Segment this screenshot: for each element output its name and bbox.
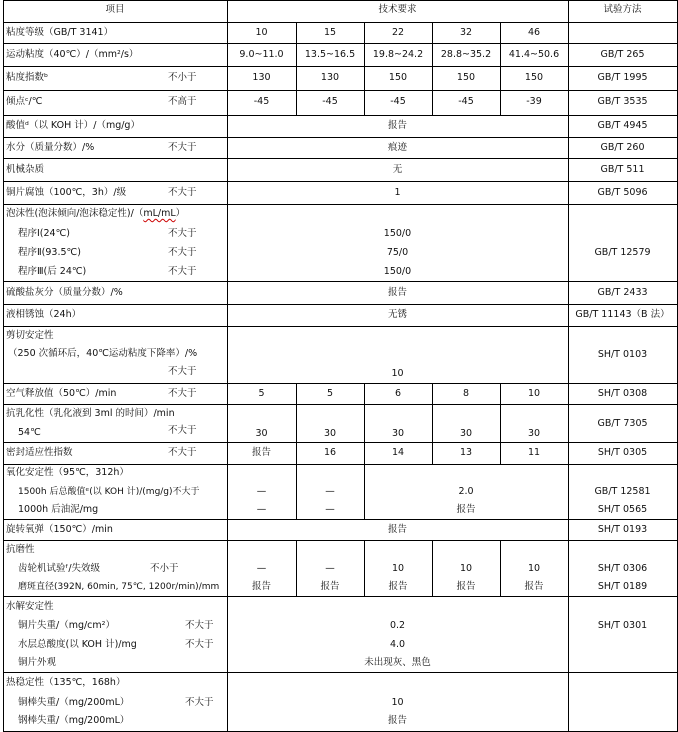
demuls-value: 30 [323,428,337,439]
hydro-copper-value: 0.2 [389,620,406,631]
wear-gear-label: 齿轮机试验ᶠ/失效级 [18,563,101,574]
seal-value: 13 [459,447,473,458]
oxid-dash: — [325,486,335,497]
wear-gear-value: 10 [527,563,541,574]
vi-label: 粘度指数ᵇ [6,72,49,83]
pour-label: 倾点ᶜ/℃ [6,96,43,107]
foam-seq2-value: 75/0 [386,247,409,258]
pour-value: -45 [458,96,474,107]
vi-value: 150 [456,72,476,83]
acid-method: GB/T 4945 [597,120,648,131]
foam-seq3-cond: 不大于 [168,266,197,277]
hydro-method: SH/T 0301 [597,620,648,631]
pour-value: -45 [322,96,338,107]
wear-gear-value: — [325,563,335,574]
vi-value: 150 [388,72,408,83]
demuls-value: 30 [255,428,268,439]
rbot-value: 报告 [387,524,407,535]
wear-scar-value: 报告 [524,581,544,592]
wear-label: 抗磨性 [6,544,35,555]
kinvisc-value: 9.0~11.0 [239,49,284,60]
header-tech: 技术要求 [378,4,417,15]
demuls-temp: 54℃ [18,427,41,438]
seal-value: 报告 [251,447,271,458]
hydro-appearance-label: 铜片外观 [18,657,57,668]
water-method: GB/T 260 [600,142,645,153]
grade-value: 46 [527,27,541,38]
foam-label: 泡沫性(泡沫倾向/泡沫稳定性)/（mL/mL） [6,208,186,219]
kinvisc-method: GB/T 265 [600,49,645,60]
air-value: 6 [394,388,402,399]
kinvisc-value: 19.8~24.2 [372,49,424,60]
mech-method: GB/T 511 [600,164,645,175]
hydro-acid-cond: 不大于 [185,639,214,650]
wear-gear-value: — [256,563,267,574]
rust-label: 液相锈蚀（24h） [6,309,82,320]
mech-value: 无 [392,164,403,175]
thermal-copper-value: 10 [391,697,404,708]
vi-value: 130 [252,72,271,83]
oxid-sludge-label: 1000h 后油泥/mg [18,504,99,515]
foam-method: GB/T 12579 [594,247,651,258]
water-label: 水分（质量分数）/% [6,142,95,153]
air-label: 空气释放值（50℃）/min [6,388,117,399]
rbot-label: 旋转氧弹（150℃）/min [6,524,113,535]
oxid-dash: — [256,486,267,497]
wear-method2: SH/T 0189 [597,581,648,592]
oxid-method2: SH/T 0565 [597,504,648,515]
copper-cond: 不大于 [168,187,197,198]
hydro-appearance-value: 未出现灰、黑色 [364,657,431,668]
kinvisc-value: 13.5~16.5 [304,49,356,60]
thermal-copper-cond: 不大于 [185,697,214,708]
demuls-method: GB/T 7305 [597,418,648,429]
wear-gear-value: 10 [459,563,473,574]
hydro-acid-value: 4.0 [389,639,406,650]
wear-gear-cond: 不小于 [150,563,179,574]
vi-method: GB/T 1995 [597,72,648,83]
foam-seq1-cond: 不大于 [168,228,197,239]
grade-value: 32 [459,27,473,38]
demuls-cond: 不大于 [168,425,197,436]
ash-value: 报告 [387,287,407,298]
air-value: 5 [258,388,265,399]
pour-value: -45 [253,96,270,107]
grade-value: 15 [323,27,337,38]
thermal-steel-label: 钢棒失重/（mg/200mL） [18,715,130,726]
foam-seq3-label: 程序Ⅲ(后 24℃) [18,266,87,277]
pour-cond: 不高于 [168,96,197,107]
oxid-tan-value: 2.0 [458,486,474,497]
thermal-copper-label: 铜棒失重/（mg/200mL） [18,697,130,708]
oxid-label: 氧化安定性（95℃，312h） [6,467,129,478]
rust-method: GB/T 11143（B 法） [575,309,670,320]
wear-gear-value: 10 [391,563,405,574]
foam-seq2-label: 程序Ⅱ(93.5℃) [18,247,81,258]
rust-value: 无锈 [387,309,407,320]
air-method: SH/T 0308 [597,388,648,399]
wear-scar-value: 报告 [251,581,271,592]
oxid-method1: GB/T 12581 [594,486,651,497]
shear-label: 剪切安定性 [6,330,54,341]
pour-value: -39 [526,96,542,107]
grade-label: 粘度等级（GB/T 3141） [6,27,114,38]
foam-seq2-cond: 不大于 [168,247,197,258]
mech-label: 机械杂质 [6,164,45,175]
air-value: 10 [527,388,541,399]
oxid-dash: — [256,504,267,515]
water-value: 痕迹 [387,142,407,153]
seal-value: 11 [527,447,541,458]
foam-seq3-value: 150/0 [383,266,412,277]
air-value: 5 [326,388,334,399]
pour-method: GB/T 3535 [597,96,648,107]
water-cond: 不大于 [168,142,197,153]
hydro-acid-label: 水层总酸度(以 KOH 计)/mg [18,639,137,650]
foam-seq1-label: 程序Ⅰ(24℃) [18,228,70,239]
wear-scar-label: 磨斑直径(392N, 60min, 75℃, 1200r/min)/mm [18,582,220,592]
thermal-steel-value: 报告 [387,715,407,726]
shear-cond: 不大于 [168,366,197,377]
hydro-label: 水解安定性 [6,601,54,612]
hydro-copper-cond: 不大于 [185,620,214,631]
vi-cond: 不小于 [168,72,197,83]
thermal-label: 热稳定性（135℃，168h） [6,677,126,688]
shear-method: SH/T 0103 [597,349,648,360]
copper-value: 1 [394,187,401,198]
demuls-value: 30 [391,428,405,439]
kinvisc-label: 运动粘度（40℃）/（mm²/s） [6,49,139,60]
seal-method: SH/T 0305 [597,447,648,458]
foam-seq1-value: 150/0 [383,228,412,239]
shear-sublabel: （250 次循环后，40℃运动粘度下降率）/% [8,348,198,359]
acid-value: 报告 [387,120,407,131]
demuls-value: 30 [459,428,473,439]
air-cond: 不大于 [168,388,197,399]
pour-value: -45 [390,96,406,107]
ash-label: 硫酸盐灰分（质量分数）/% [6,287,123,298]
oxid-dash: — [325,504,335,515]
wear-scar-value: 报告 [456,581,476,592]
header-item: 项目 [105,4,125,15]
grade-value: 22 [391,27,405,38]
acid-label: 酸值ᵈ（以 KOH 计）/（mg/g） [6,120,140,131]
vi-value: 150 [524,72,544,83]
wear-method1: SH/T 0306 [597,563,648,574]
seal-cond: 不大于 [168,447,197,458]
oxid-sludge-value: 报告 [456,504,476,515]
header-method: 试验方法 [603,4,642,15]
wear-scar-value: 报告 [388,581,408,592]
demuls-value: 30 [527,428,541,439]
copper-method: GB/T 5096 [597,187,648,198]
demuls-label: 抗乳化性（乳化液到 3ml 的时间）/min [6,408,175,419]
shear-value: 10 [391,368,404,379]
grade-value: 10 [255,27,268,38]
air-value: 8 [462,388,470,399]
seal-value: 16 [323,447,337,458]
vi-value: 130 [320,72,340,83]
seal-value: 14 [391,447,405,458]
seal-label: 密封适应性指数 [6,447,73,458]
ash-method: GB/T 2433 [597,287,648,298]
kinvisc-value: 28.8~35.2 [440,49,492,60]
hydro-copper-label: 铜片失重/（mg/cm²） [18,620,115,631]
wear-scar-value: 报告 [320,581,340,592]
oxid-tan-label: 1500h 后总酸值ᵉ(以 KOH 计)/(mg/g)不大于 [18,487,200,497]
copper-label: 铜片腐蚀（100℃，3h）/级 [6,187,127,198]
rbot-method: SH/T 0193 [597,524,648,535]
kinvisc-value: 41.4~50.6 [508,49,560,60]
